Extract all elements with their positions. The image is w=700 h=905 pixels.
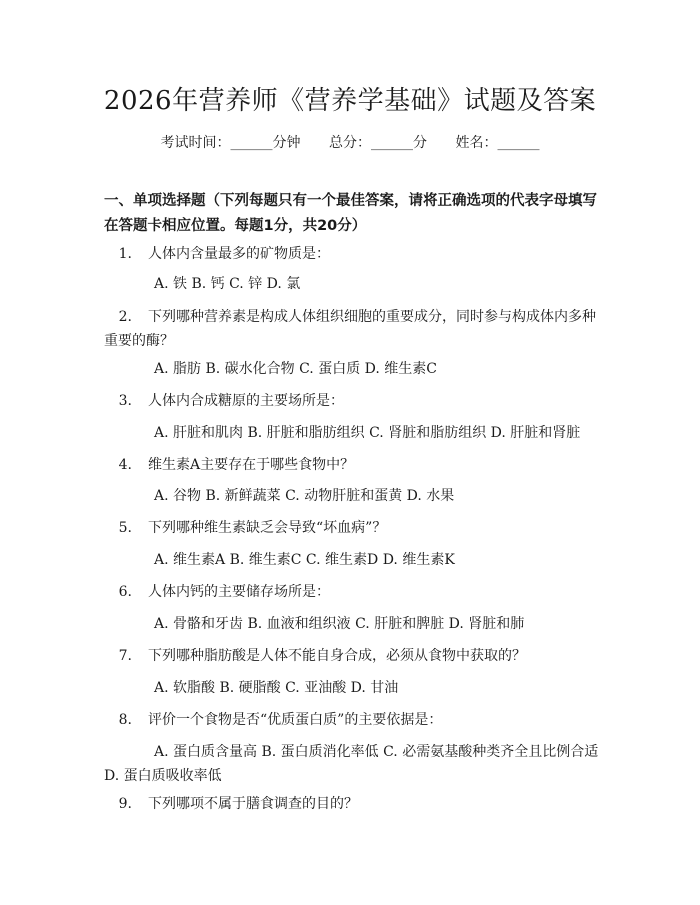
question-5-options: A. 维生素A B. 维生素C C. 维生素D D. 维生素K [154, 552, 455, 568]
section-heading: 一、单项选择题（下列每题只有一个最佳答案，请将正确选项的代表字母填写在答题卡相应位置。每题1分，共20分） [104, 193, 597, 234]
question-8-options: A. 蛋白质含量高 B. 蛋白质消化率低 C. 必需氨基酸种类齐全且比例合适 D. 蛋白质吸收率低 [104, 744, 599, 784]
question-text: 下列哪项不属于膳食调查的目的？ [148, 796, 358, 812]
question-text: 人体内钙的主要储存场所是： [148, 584, 330, 600]
question-number: 9. [118, 796, 132, 812]
question-8 [104, 708, 604, 732]
question-text: 人体内含量最多的矿物质是： [148, 246, 330, 262]
question-7 [104, 644, 604, 668]
question-number: 7. [118, 648, 132, 664]
total-score-field: 总分：______分 [329, 135, 427, 151]
question-2-options: A. 脂肪 B. 碳水化合物 C. 蛋白质 D. 维生素C [154, 361, 438, 377]
exam-info-line [0, 132, 700, 152]
question-3 [104, 389, 604, 413]
question-7-options: A. 软脂酸 B. 硬脂酸 C. 亚油酸 D. 甘油 [154, 680, 399, 696]
question-text: 人体内合成糖原的主要场所是： [148, 393, 344, 409]
question-9 [104, 792, 604, 816]
question-6-options: A. 骨骼和牙齿 B. 血液和组织液 C. 肝脏和脾脏 D. 肾脏和肺 [154, 616, 525, 632]
question-6 [104, 580, 604, 604]
question-4-options: A. 谷物 B. 新鲜蔬菜 C. 动物肝脏和蛋黄 D. 水果 [154, 488, 455, 504]
question-1-options: A. 铁 B. 钙 C. 锌 D. 氯 [154, 276, 301, 292]
question-text: 评价一个食物是否“优质蛋白质”的主要依据是： [148, 712, 443, 728]
question-number: 2. [118, 309, 132, 325]
name-field: 姓名：______ [455, 135, 540, 151]
question-number: 4. [118, 457, 132, 473]
question-number: 8. [118, 712, 132, 728]
question-number: 6. [118, 584, 132, 600]
question-text: 下列哪种维生素缺乏会导致“坏血病”？ [148, 520, 387, 536]
question-number: 5. [118, 520, 132, 536]
question-2 [104, 305, 604, 353]
page-title: 2026年营养师《营养学基础》试题及答案 [103, 86, 597, 116]
question-number: 1. [118, 246, 132, 262]
question-number: 3. [118, 393, 132, 409]
exam-time-field: 考试时间：______分钟 [160, 135, 301, 151]
question-5 [104, 516, 604, 540]
question-text: 维生素A主要存在于哪些食物中？ [148, 457, 355, 473]
question-1 [104, 242, 604, 266]
question-text: 下列哪种营养素是构成人体组织细胞的重要成分，同时参与构成体内多种重要的酶？ [104, 309, 596, 349]
question-4 [104, 453, 604, 477]
question-text: 下列哪种脂肪酸是人体不能自身合成，必须从食物中获取的？ [148, 648, 526, 664]
question-3-options: A. 肝脏和肌肉 B. 肝脏和脂肪组织 C. 肾脏和脂肪组织 D. 肝脏和肾脏 [154, 425, 581, 441]
